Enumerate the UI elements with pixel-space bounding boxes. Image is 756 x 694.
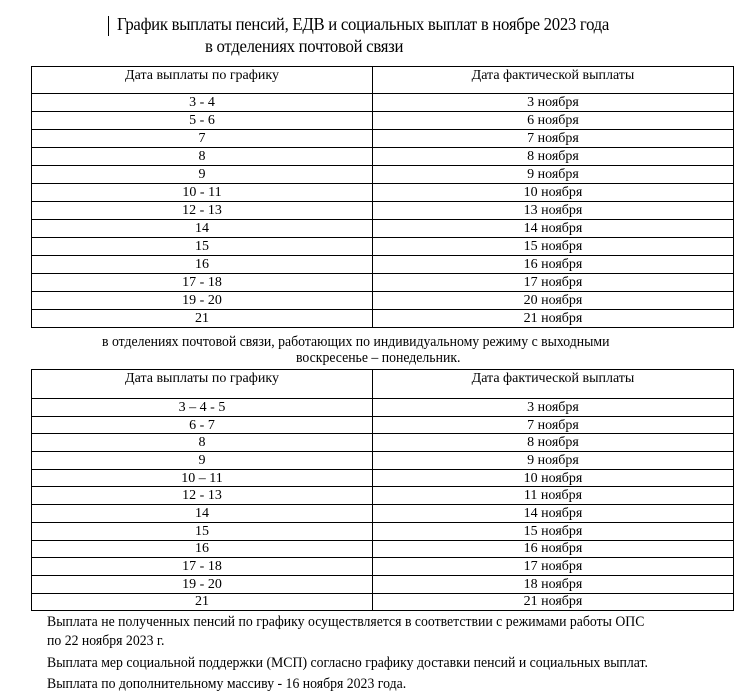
- actual-date-cell: 16 ноября: [373, 540, 734, 558]
- table-header-row: [32, 67, 734, 94]
- table-row: [32, 148, 734, 166]
- scheduled-date-cell: 21: [32, 593, 373, 611]
- header-actual-date: Дата фактической выплаты: [373, 67, 734, 94]
- table-row: [32, 469, 734, 487]
- actual-date-cell: 18 ноября: [373, 575, 734, 593]
- scheduled-date-cell: 16: [32, 540, 373, 558]
- table-row: [32, 256, 734, 274]
- actual-date-cell: 6 ноября: [373, 112, 734, 130]
- actual-date-cell: 13 ноября: [373, 202, 734, 220]
- table-row: [32, 593, 734, 611]
- actual-date-cell: 3 ноября: [373, 94, 734, 112]
- note-msp: Выплата мер социальной поддержки (МСП) согласно графику доставки пенсий и социальных выплат.: [47, 655, 648, 671]
- actual-date-cell: 8 ноября: [373, 148, 734, 166]
- scheduled-date-cell: 9: [32, 166, 373, 184]
- table-row: [32, 522, 734, 540]
- scheduled-date-cell: 10 - 11: [32, 184, 373, 202]
- scheduled-date-cell: 3 – 4 - 5: [32, 399, 373, 417]
- subtitle-line2: воскресенье – понедельник.: [296, 350, 461, 366]
- table-row: [32, 487, 734, 505]
- actual-date-cell: 8 ноября: [373, 434, 734, 452]
- table-row: [32, 166, 734, 184]
- page-title: График выплаты пенсий, ЕДВ и социальных выплат в ноябре 2023 года: [117, 14, 610, 34]
- actual-date-cell: 14 ноября: [373, 220, 734, 238]
- scheduled-date-cell: 15: [32, 522, 373, 540]
- table-row: [32, 540, 734, 558]
- scheduled-date-cell: 17 - 18: [32, 274, 373, 292]
- note-unpaid-cont: по 22 ноября 2023 г.: [47, 633, 165, 649]
- table-row: [32, 238, 734, 256]
- actual-date-cell: 3 ноября: [373, 399, 734, 417]
- scheduled-date-cell: 10 – 11: [32, 469, 373, 487]
- table-row: [32, 575, 734, 593]
- actual-date-cell: 7 ноября: [373, 130, 734, 148]
- table-row: [32, 220, 734, 238]
- actual-date-cell: 16 ноября: [373, 256, 734, 274]
- scheduled-date-cell: 6 - 7: [32, 416, 373, 434]
- scheduled-date-cell: 14: [32, 505, 373, 523]
- actual-date-cell: 10 ноября: [373, 184, 734, 202]
- table-row: [32, 112, 734, 130]
- table-row: [32, 274, 734, 292]
- actual-date-cell: 20 ноября: [373, 292, 734, 310]
- actual-date-cell: 15 ноября: [373, 238, 734, 256]
- actual-date-cell: 11 ноября: [373, 487, 734, 505]
- actual-date-cell: 9 ноября: [373, 166, 734, 184]
- actual-date-cell: 9 ноября: [373, 452, 734, 470]
- scheduled-date-cell: 12 - 13: [32, 202, 373, 220]
- header-scheduled-date: Дата выплаты по графику: [32, 67, 373, 94]
- actual-date-cell: 17 ноября: [373, 558, 734, 576]
- subtitle: в отделениях почтовой связи, работающих по индивидуальному режиму с выходными: [102, 334, 610, 350]
- table-row: [32, 434, 734, 452]
- table-row: [32, 399, 734, 417]
- table-row: [32, 452, 734, 470]
- actual-date-cell: 10 ноября: [373, 469, 734, 487]
- note-additional: Выплата по дополнительному массиву - 16 ноября 2023 года.: [47, 676, 407, 692]
- schedule-table-standard: [31, 66, 734, 328]
- actual-date-cell: 7 ноября: [373, 416, 734, 434]
- scheduled-date-cell: 9: [32, 452, 373, 470]
- scheduled-date-cell: 3 - 4: [32, 94, 373, 112]
- header-scheduled-date: Дата выплаты по графику: [32, 370, 373, 399]
- table-row: [32, 292, 734, 310]
- actual-date-cell: 21 ноября: [373, 310, 734, 328]
- scheduled-date-cell: 14: [32, 220, 373, 238]
- scheduled-date-cell: 12 - 13: [32, 487, 373, 505]
- table-row: [32, 184, 734, 202]
- note-unpaid: Выплата не полученных пенсий по графику осуществляется в соответствии с режимами работы ОПС: [47, 614, 645, 630]
- header-actual-date: Дата фактической выплаты: [373, 370, 734, 399]
- actual-date-cell: 14 ноября: [373, 505, 734, 523]
- actual-date-cell: 15 ноября: [373, 522, 734, 540]
- schedule-table-individual: [31, 369, 734, 611]
- table-row: [32, 202, 734, 220]
- table-row: [32, 416, 734, 434]
- table-row: [32, 558, 734, 576]
- scheduled-date-cell: 19 - 20: [32, 292, 373, 310]
- table-row: [32, 94, 734, 112]
- scheduled-date-cell: 7: [32, 130, 373, 148]
- table-row: [32, 130, 734, 148]
- scheduled-date-cell: 8: [32, 148, 373, 166]
- actual-date-cell: 21 ноября: [373, 593, 734, 611]
- scheduled-date-cell: 8: [32, 434, 373, 452]
- scheduled-date-cell: 16: [32, 256, 373, 274]
- scheduled-date-cell: 21: [32, 310, 373, 328]
- table-row: [32, 505, 734, 523]
- scheduled-date-cell: 19 - 20: [32, 575, 373, 593]
- page-title-line2: в отделениях почтовой связи: [205, 36, 404, 56]
- table-header-row: [32, 370, 734, 399]
- scheduled-date-cell: 17 - 18: [32, 558, 373, 576]
- table-row: [32, 310, 734, 328]
- scheduled-date-cell: 5 - 6: [32, 112, 373, 130]
- scheduled-date-cell: 15: [32, 238, 373, 256]
- actual-date-cell: 17 ноября: [373, 274, 734, 292]
- text-cursor: [108, 16, 109, 36]
